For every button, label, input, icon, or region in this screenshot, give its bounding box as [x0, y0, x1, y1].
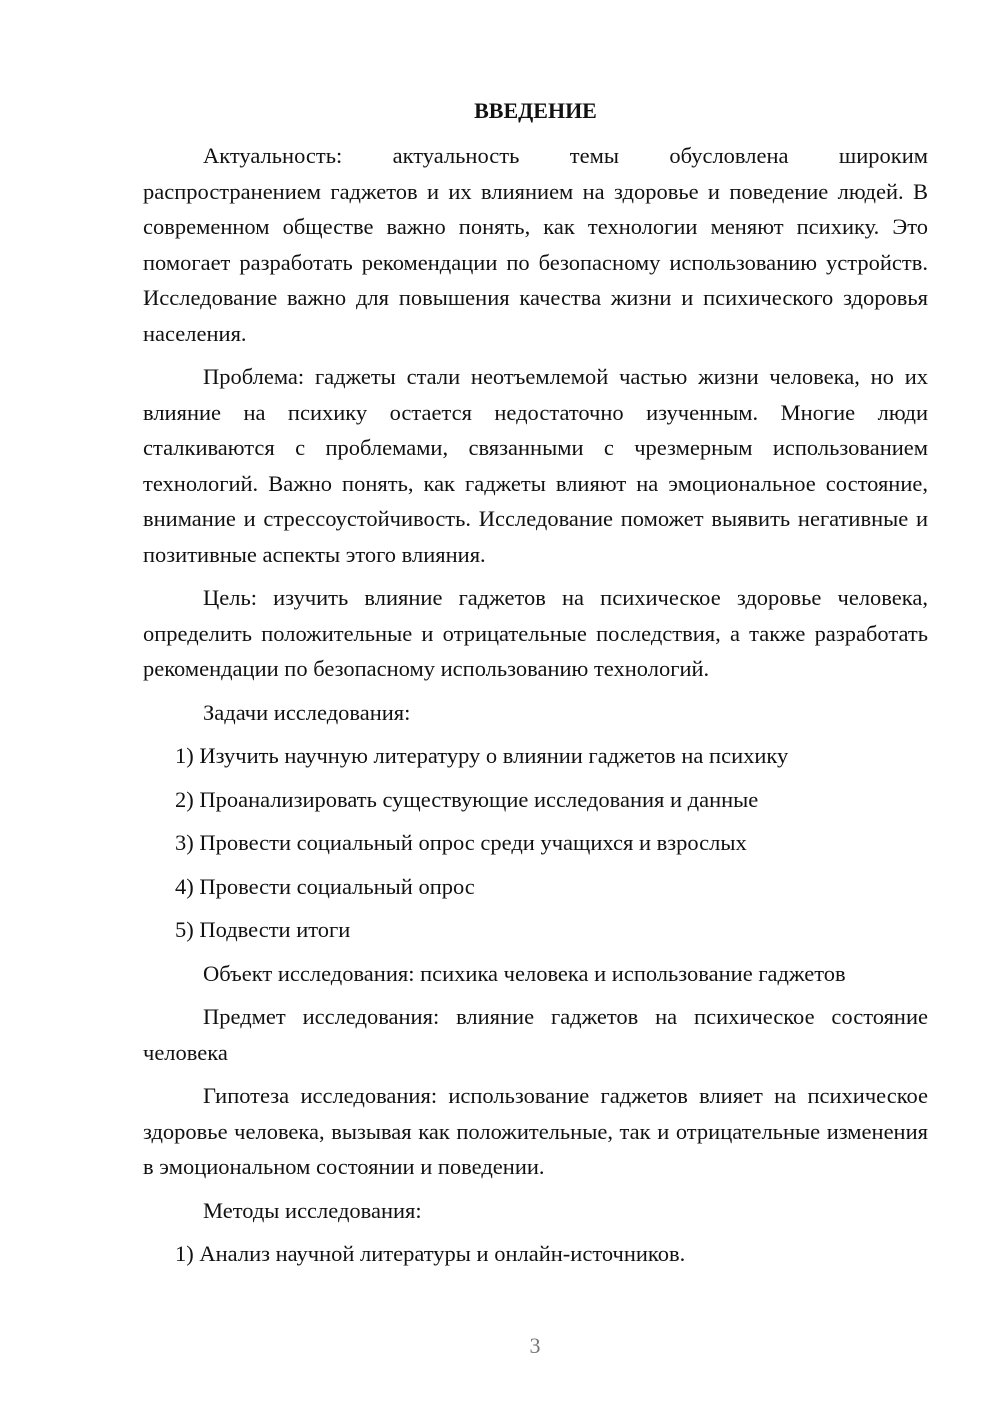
- paragraph-relevance: Актуальность: актуальность темы обусловлена широким распространением гаджетов и их влиянием на здоровье и поведение людей. В современном обществе важно понять, как технологии меняют психику. Это помогает разработать рекомендации по безопасному использованию устройств. Исследование важно для повышения качества жизни и психического здоровья населения.: [143, 143, 928, 346]
- list-item: 5) Подвести итоги: [175, 917, 351, 942]
- list-item: 2) Проанализировать существующие исследования и данные: [175, 786, 759, 812]
- paragraph-problem: Проблема: гаджеты стали неотъемлемой частью жизни человека, но их влияние на психику остается недостаточно изученным. Многие люди сталкиваются с проблемами, связанными с чрезмерным использованием технологий. Важно понять, как гаджеты влияют на эмоциональное состояние, внимание и стрессоустойчивость. Исследование поможет выявить негативные и позитивные аспекты этого влияния.: [143, 364, 928, 567]
- page-number: 3: [529, 1333, 541, 1358]
- paragraph-subject: Предмет исследования: влияние гаджетов на психическое состояние человека: [143, 1004, 928, 1065]
- methods-title: Методы исследования:: [203, 1197, 422, 1223]
- list-item: 3) Провести социальный опрос среди учащихся и взрослых: [175, 830, 747, 855]
- tasks-title: Задачи исследования:: [203, 699, 411, 725]
- list-item: 1) Изучить научную литературу о влиянии гаджетов на психику: [175, 743, 789, 768]
- paragraph-hypothesis: Гипотеза исследования: использование гаджетов влияет на психическое здоровье человека, вызывая как положительные, так и отрицательные изменения в эмоциональном состоянии и поведении.: [143, 1083, 928, 1179]
- paragraph-goal: Цель: изучить влияние гаджетов на психическое здоровье человека, определить положительные и отрицательные последствия, а также разработать рекомендации по безопасному использованию технологий.: [143, 585, 928, 681]
- section-heading: ВВЕДЕНИЕ: [474, 98, 597, 123]
- list-item: 1) Анализ научной литературы и онлайн-источников.: [175, 1241, 686, 1266]
- paragraph-object: Объект исследования: психика человека и использование гаджетов: [203, 960, 846, 986]
- page-content: [143, 96, 928, 1280]
- list-item: 4) Провести социальный опрос: [175, 873, 475, 899]
